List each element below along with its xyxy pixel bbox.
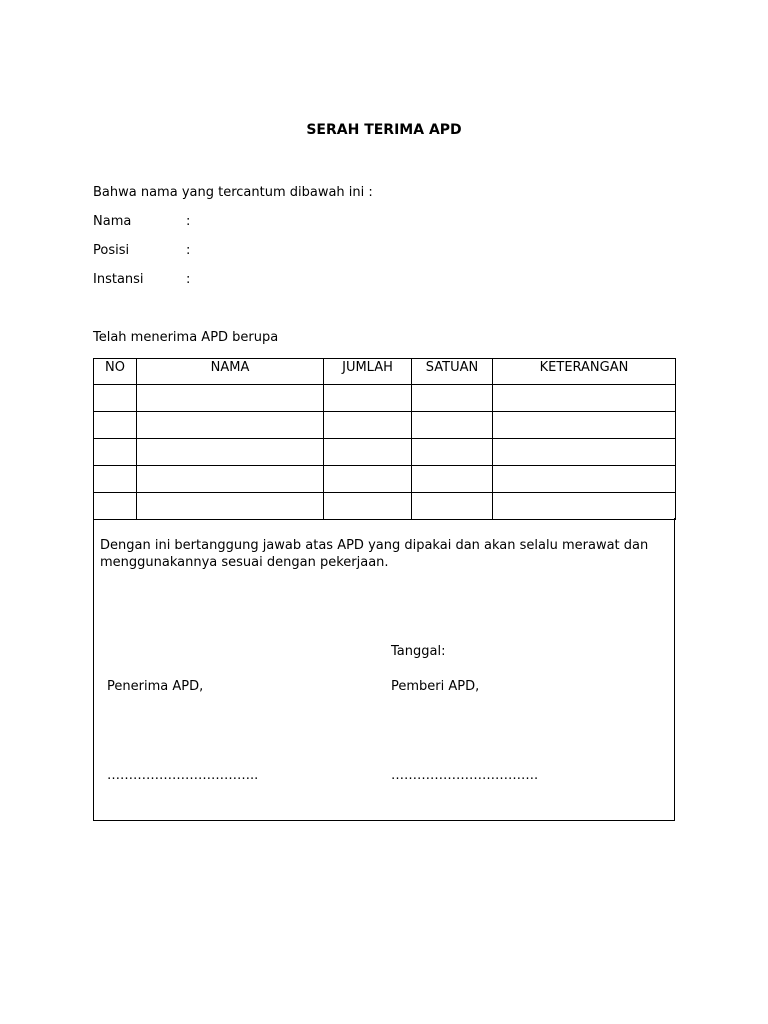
field-instansi: [93, 272, 393, 290]
table-cell[interactable]: [137, 493, 324, 520]
table-row: [94, 385, 676, 412]
header-jumlah: JUMLAH: [324, 359, 412, 385]
table-cell[interactable]: [412, 412, 493, 439]
table-cell[interactable]: [493, 385, 676, 412]
field-separator: :: [186, 272, 191, 287]
table-cell[interactable]: [412, 385, 493, 412]
field-nama: [93, 214, 393, 232]
header-satuan: SATUAN: [412, 359, 493, 385]
table-cell[interactable]: [493, 466, 676, 493]
apd-table: [93, 358, 676, 520]
table-row: [94, 466, 676, 493]
header-keterangan: KETERANGAN: [493, 359, 676, 385]
table-cell[interactable]: [94, 439, 137, 466]
field-separator: :: [186, 243, 191, 258]
table-cell[interactable]: [324, 385, 412, 412]
table-cell[interactable]: [412, 466, 493, 493]
table-cell[interactable]: [94, 493, 137, 520]
table-cell[interactable]: [137, 412, 324, 439]
table-cell[interactable]: [493, 412, 676, 439]
table-cell[interactable]: [137, 439, 324, 466]
field-label: Posisi: [93, 243, 130, 258]
field-separator: :: [186, 214, 191, 229]
receiver-signature-line: ……………………………..: [107, 768, 259, 783]
received-text: Telah menerima APD berupa: [93, 330, 279, 345]
table-row: [94, 439, 676, 466]
header-nama: NAMA: [137, 359, 324, 385]
table-header-row: [94, 359, 676, 385]
table-cell[interactable]: [94, 412, 137, 439]
statement-text: Dengan ini bertanggung jawab atas APD yang dipakai dan akan selalu merawat dan menggunakannya sesuai dengan pekerjaan.: [100, 538, 649, 570]
table-cell[interactable]: [94, 466, 137, 493]
field-label: Instansi: [93, 272, 144, 287]
table-cell[interactable]: [137, 466, 324, 493]
table-cell[interactable]: [324, 493, 412, 520]
table-cell[interactable]: [412, 439, 493, 466]
giver-label: Pemberi APD,: [391, 679, 480, 694]
table-cell[interactable]: [137, 385, 324, 412]
table-cell[interactable]: [324, 412, 412, 439]
field-label: Nama: [93, 214, 132, 229]
table-cell[interactable]: [493, 493, 676, 520]
header-no: NO: [94, 359, 137, 385]
table-row: [94, 493, 676, 520]
table-cell[interactable]: [324, 466, 412, 493]
date-label: Tanggal:: [391, 644, 446, 659]
statement-box: [93, 518, 675, 821]
field-posisi: [93, 243, 393, 261]
table-cell[interactable]: [412, 493, 493, 520]
receiver-label: Penerima APD,: [107, 679, 204, 694]
table-row: [94, 412, 676, 439]
intro-text: Bahwa nama yang tercantum dibawah ini :: [93, 185, 373, 200]
table-cell[interactable]: [94, 385, 137, 412]
table-cell[interactable]: [324, 439, 412, 466]
table-cell[interactable]: [493, 439, 676, 466]
giver-signature-line: …………………………….: [391, 768, 539, 783]
document-title: SERAH TERIMA APD: [306, 122, 462, 138]
